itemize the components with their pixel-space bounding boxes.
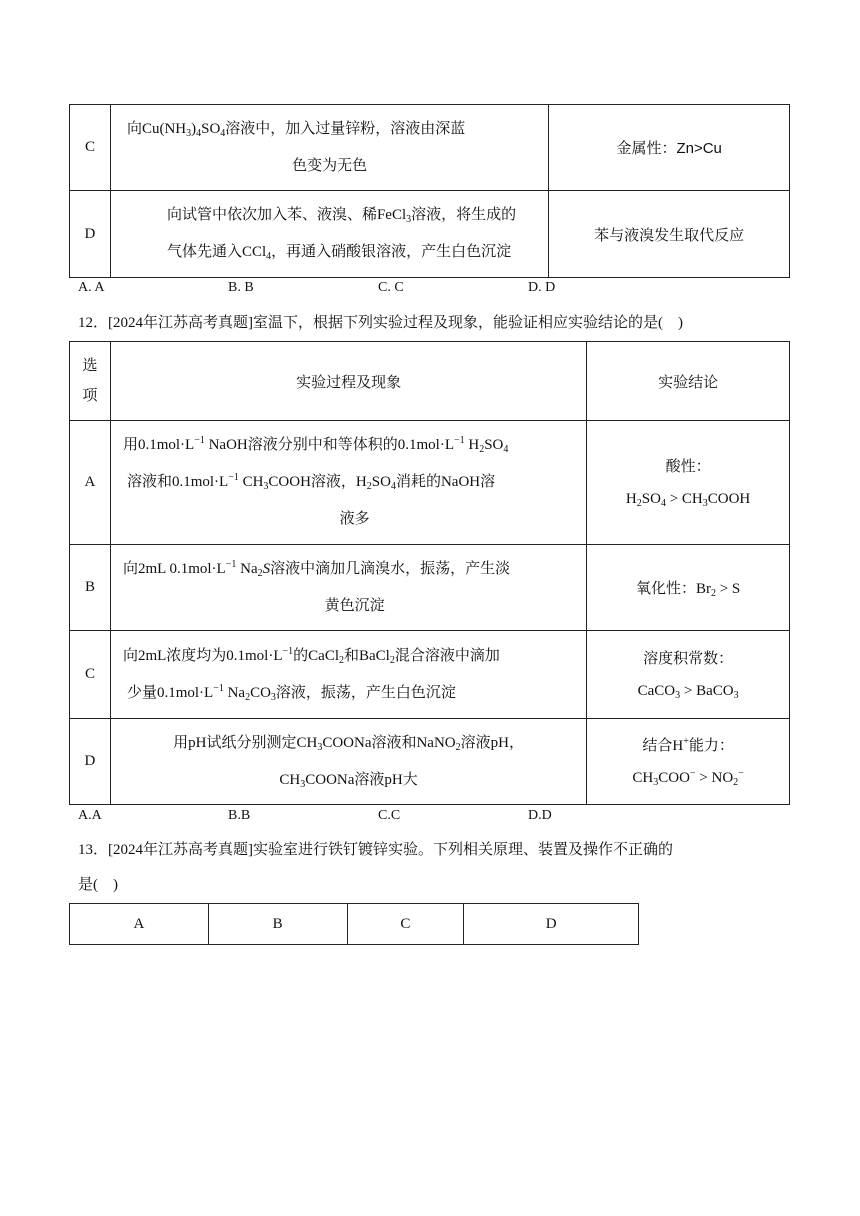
- process-cell: [110, 191, 548, 278]
- option-cell: A: [70, 421, 111, 545]
- option-cell: D: [70, 191, 111, 278]
- option-d[interactable]: D.D: [528, 808, 552, 823]
- process-cell: [110, 105, 548, 191]
- q13-stem-line2: 是( ): [78, 877, 118, 893]
- process-text: 向试管中依次加入苯、液溴、稀FeCl$_3$溶液，将生成的: [166, 207, 517, 225]
- option-cell: C: [70, 105, 111, 191]
- option-b[interactable]: B.B: [228, 808, 251, 823]
- option-b[interactable]: B. B: [228, 280, 254, 295]
- option-c[interactable]: C.C: [378, 808, 401, 823]
- conclusion-label: 结合H+能力：: [642, 735, 734, 754]
- header-option: 选 项: [70, 342, 111, 421]
- q11-table: [69, 104, 790, 278]
- process-text-line2: 黄色沉淀: [324, 597, 385, 614]
- conclusion-formula: CaCO$_3$ > BaCO$_3$: [637, 682, 739, 701]
- option-d[interactable]: D. D: [528, 280, 556, 295]
- process-text: 用$0.1mol\cdot L^{-1}$ NaOH溶液分别中和等体积的$0.1mol\cdot L^{-1}$ $H_2SO_4$: [122, 435, 509, 455]
- q12-stem: 12．[2024年江苏高考真题]室温下，根据下列实验过程及现象，能验证相应实验结论的是( ): [78, 315, 683, 331]
- process-text: 向$Cu(NH_3)_4SO_4$溶液中，加入过量锌粉，溶液由深蓝: [126, 120, 466, 139]
- conclusion-formula: $CH_3COO^- > NO_2^-$: [632, 767, 744, 788]
- process-text-line2: 色变为无色: [292, 157, 368, 174]
- table-row: [70, 719, 790, 805]
- table-row: [70, 191, 790, 278]
- conclusion-label: 溶度积常数：: [643, 650, 734, 667]
- header-d: D: [464, 904, 639, 945]
- header-a: A: [70, 904, 209, 945]
- table-row: [70, 105, 790, 191]
- option-cell: C: [70, 631, 111, 719]
- option-cell: D: [70, 719, 111, 805]
- q12-options: [78, 808, 638, 828]
- conclusion-cell: [587, 631, 790, 719]
- header-process: 实验过程及现象: [110, 342, 586, 421]
- conclusion-cell: [587, 719, 790, 805]
- table-row: [70, 545, 790, 631]
- process-cell: [110, 631, 586, 719]
- process-text: 向2mL $0.1mol\cdot L^{-1}$ $Na_2S$溶液中滴加几滴溴水，振荡，产生淡: [122, 558, 511, 579]
- header-c: C: [347, 904, 464, 945]
- process-text: 用pH试纸分别测定$CH_3COONa$溶液和NaNO$_2$溶液pH，: [173, 734, 524, 753]
- q13-stem: 13．[2024年江苏高考真题]实验室进行铁钉镀锌实验。下列相关原理、装置及操作不正确的: [78, 842, 673, 858]
- process-cell: [110, 719, 586, 805]
- option-cell: B: [70, 545, 111, 631]
- process-cell: [110, 545, 586, 631]
- q12-table: [69, 341, 790, 805]
- process-text-line2: 溶液和$0.1mol\cdot L^{-1}$ $CH_3COOH$溶液，$H_2SO_4$消耗的NaOH溶: [126, 472, 496, 492]
- conclusion-formula: $H_2SO_4$ > $CH_3COOH$: [625, 490, 751, 509]
- header-conclusion: 实验结论: [587, 342, 790, 421]
- conclusion-cell: [587, 421, 790, 545]
- table-header-row: [70, 342, 790, 421]
- conclusion-cell: 苯与液溴发生取代反应: [549, 191, 790, 278]
- process-text: 向2mL浓度均为$0.1mol\cdot L^{-1}$的CaCl$_2$和BaCl$_2$混合溶液中滴加: [122, 645, 500, 666]
- table-row: [70, 631, 790, 719]
- table-row: [70, 421, 790, 545]
- option-c[interactable]: C. C: [378, 280, 404, 295]
- conclusion-label: 酸性：: [665, 458, 711, 475]
- process-text-line2: 气体先通入CCl$_4$，再通入硝酸银溶液，产生白色沉淀: [166, 244, 512, 262]
- process-text-line2: 少量$0.1mol\cdot L^{-1}$ $Na_2CO_3$溶液，振荡，产生白色沉淀: [126, 682, 456, 703]
- process-text-line2: $CH_3COONa$溶液pH大: [279, 771, 418, 790]
- q11-options: [78, 280, 638, 300]
- q13-table: [69, 903, 639, 945]
- conclusion-text: 氧化性：$Br_2 > S$: [635, 581, 741, 599]
- option-a[interactable]: A. A: [78, 280, 105, 295]
- process-text-line3: 液多: [339, 511, 370, 527]
- option-a[interactable]: A.A: [78, 808, 102, 823]
- process-cell: [110, 421, 586, 545]
- conclusion-cell: 金属性：Zn>Cu: [549, 105, 790, 191]
- header-b: B: [208, 904, 347, 945]
- table-header-row: [70, 904, 639, 945]
- conclusion-cell: [587, 545, 790, 631]
